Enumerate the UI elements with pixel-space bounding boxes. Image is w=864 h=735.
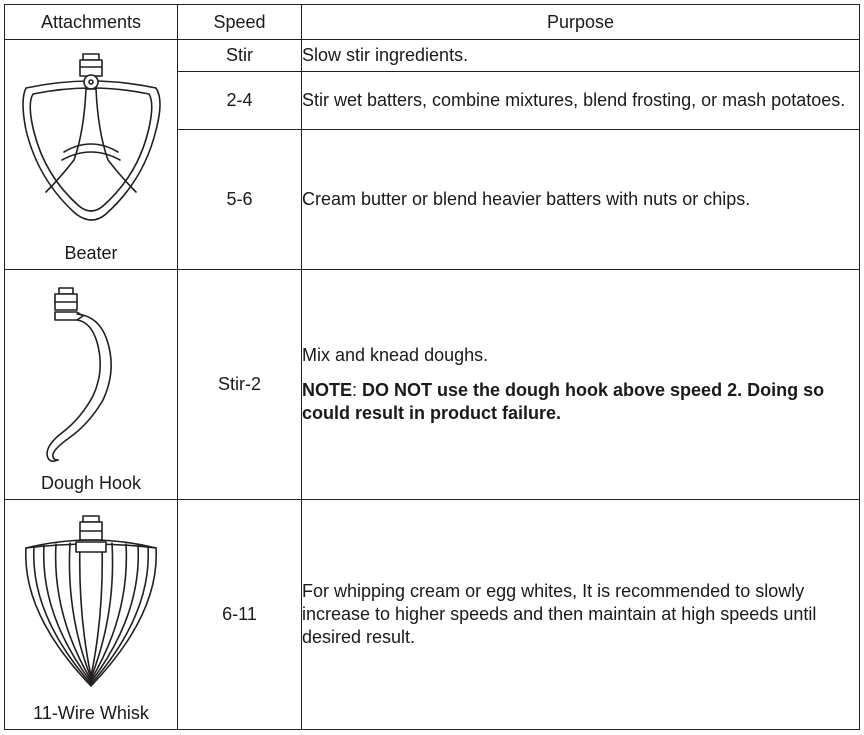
dough-hook-label: Dough Hook (40, 473, 142, 493)
note-separator: : (352, 380, 363, 400)
dough-hook-cell (5, 270, 178, 500)
dough-hook-note (302, 379, 859, 425)
purpose-cell: Cream butter or blend heavier batters with nuts or chips. (302, 130, 860, 270)
purpose-cell (302, 270, 860, 500)
whisk-illustration (16, 514, 166, 699)
dough-hook-purpose: Mix and knead doughs. (302, 345, 489, 365)
dough-hook-row (5, 270, 860, 500)
beater-illustration (16, 52, 166, 237)
beater-label: Beater (64, 243, 118, 263)
purpose-cell: Slow stir ingredients. (302, 40, 860, 72)
header-attachments: Attachments (5, 5, 178, 40)
note-text: DO NOT use the dough hook above speed 2. Doing so could result in product failure. (302, 380, 825, 423)
whisk-row (5, 500, 860, 730)
purpose-cell: Stir wet batters, combine mixtures, blend frosting, or mash potatoes. (302, 72, 860, 130)
attachments-table (4, 4, 860, 730)
speed-cell: 6-11 (178, 500, 302, 730)
header-purpose: Purpose (302, 5, 860, 40)
speed-cell: 5-6 (178, 130, 302, 270)
header-speed: Speed (178, 5, 302, 40)
whisk-label: 11-Wire Whisk (33, 703, 149, 723)
whisk-cell (5, 500, 178, 730)
beater-row-stir (5, 40, 860, 72)
speed-cell: Stir (178, 40, 302, 72)
header-row (5, 5, 860, 40)
purpose-cell: For whipping cream or egg whites, It is recommended to slowly increase to higher speeds and then maintain at high speeds until desired result. (302, 500, 860, 730)
note-label: NOTE (302, 380, 353, 400)
beater-cell (5, 40, 178, 270)
dough-hook-illustration (31, 286, 151, 466)
speed-cell: 2-4 (178, 72, 302, 130)
speed-cell: Stir-2 (178, 270, 302, 500)
